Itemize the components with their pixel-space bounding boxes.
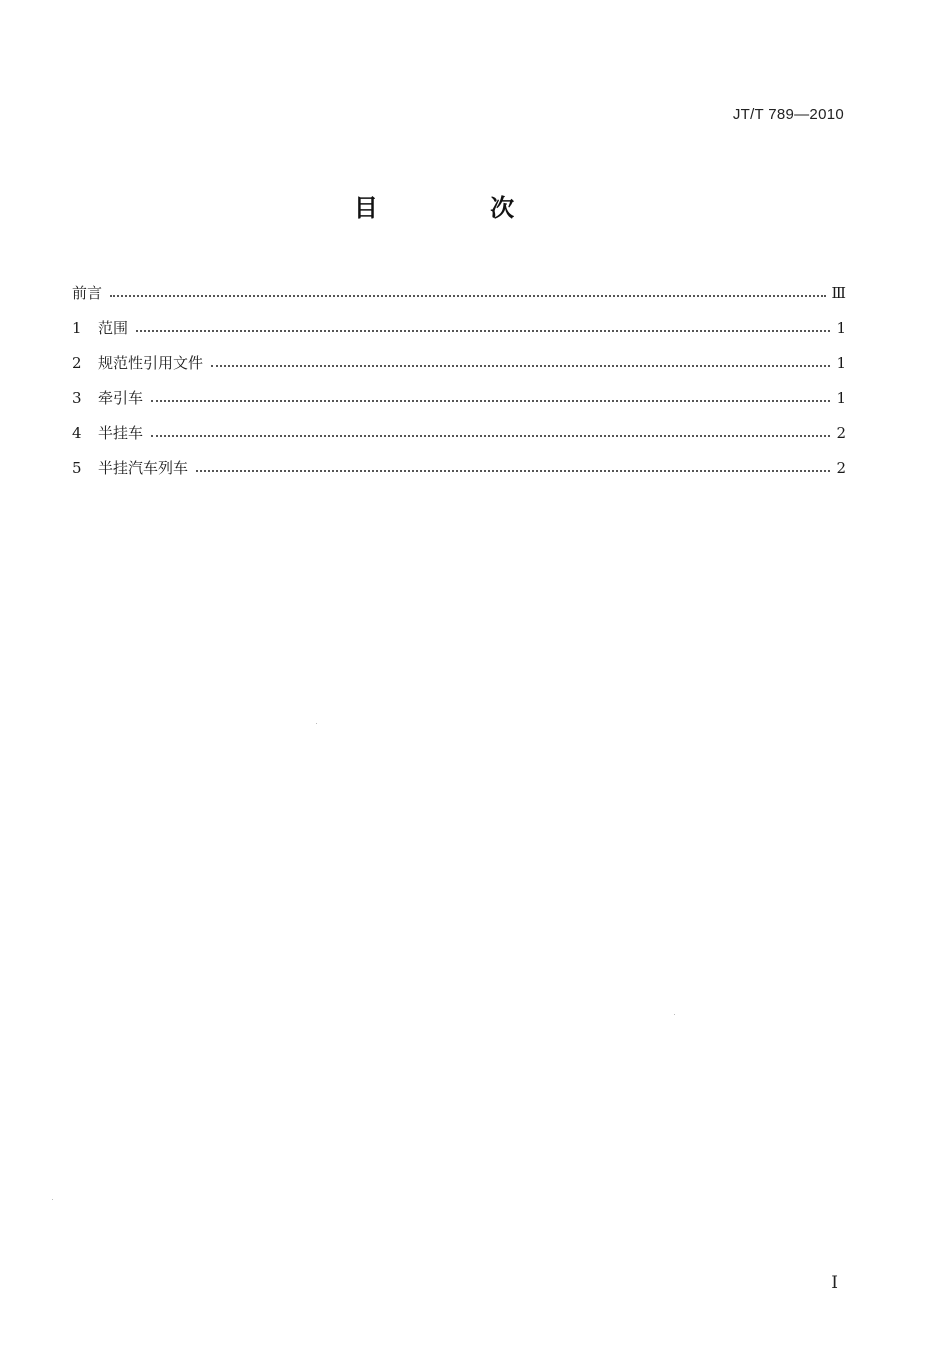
toc-entry-page: 1: [836, 319, 846, 337]
toc-entry-number: 5: [72, 459, 82, 477]
scan-speck: [674, 1014, 675, 1015]
toc-entry-scope[interactable]: [72, 304, 846, 339]
toc-entry-page: 2: [836, 424, 846, 442]
toc-entry-number: 1: [72, 319, 82, 337]
toc-entry-page: 1: [836, 354, 846, 372]
toc-entry-label: 前言: [72, 284, 103, 302]
toc-entry-page: Ⅲ: [831, 284, 846, 302]
standard-code: JT/T 789—2010: [732, 106, 844, 123]
toc-leader-dots: [196, 470, 830, 472]
toc-entry-page: 2: [836, 459, 846, 477]
toc-title: 目 次: [353, 194, 567, 222]
toc-entry-label: 牵引车: [98, 389, 144, 407]
page-number: I: [831, 1273, 838, 1293]
table-of-contents: [72, 269, 846, 479]
toc-entry-number: 4: [72, 424, 82, 442]
toc-entry-semi-trailer[interactable]: [72, 409, 846, 444]
toc-leader-dots: [151, 400, 830, 402]
toc-leader-dots: [110, 295, 826, 297]
toc-entry-normative-references[interactable]: [72, 339, 846, 374]
scan-speck: [316, 723, 317, 724]
toc-entry-label: 半挂车: [98, 424, 144, 442]
toc-entry-label: 半挂汽车列车: [98, 459, 189, 477]
toc-entry-label: 规范性引用文件: [98, 354, 204, 372]
scan-speck: [52, 1199, 53, 1200]
toc-entry-foreword[interactable]: [72, 269, 846, 304]
toc-entry-tractor[interactable]: [72, 374, 846, 409]
toc-entry-number: 2: [72, 354, 82, 372]
toc-entry-page: 1: [836, 389, 846, 407]
toc-leader-dots: [151, 435, 830, 437]
toc-entry-number: 3: [72, 389, 82, 407]
toc-leader-dots: [211, 365, 830, 367]
toc-entry-label: 范围: [98, 319, 129, 337]
toc-entry-articulated-vehicle[interactable]: [72, 444, 846, 479]
toc-leader-dots: [136, 330, 830, 332]
